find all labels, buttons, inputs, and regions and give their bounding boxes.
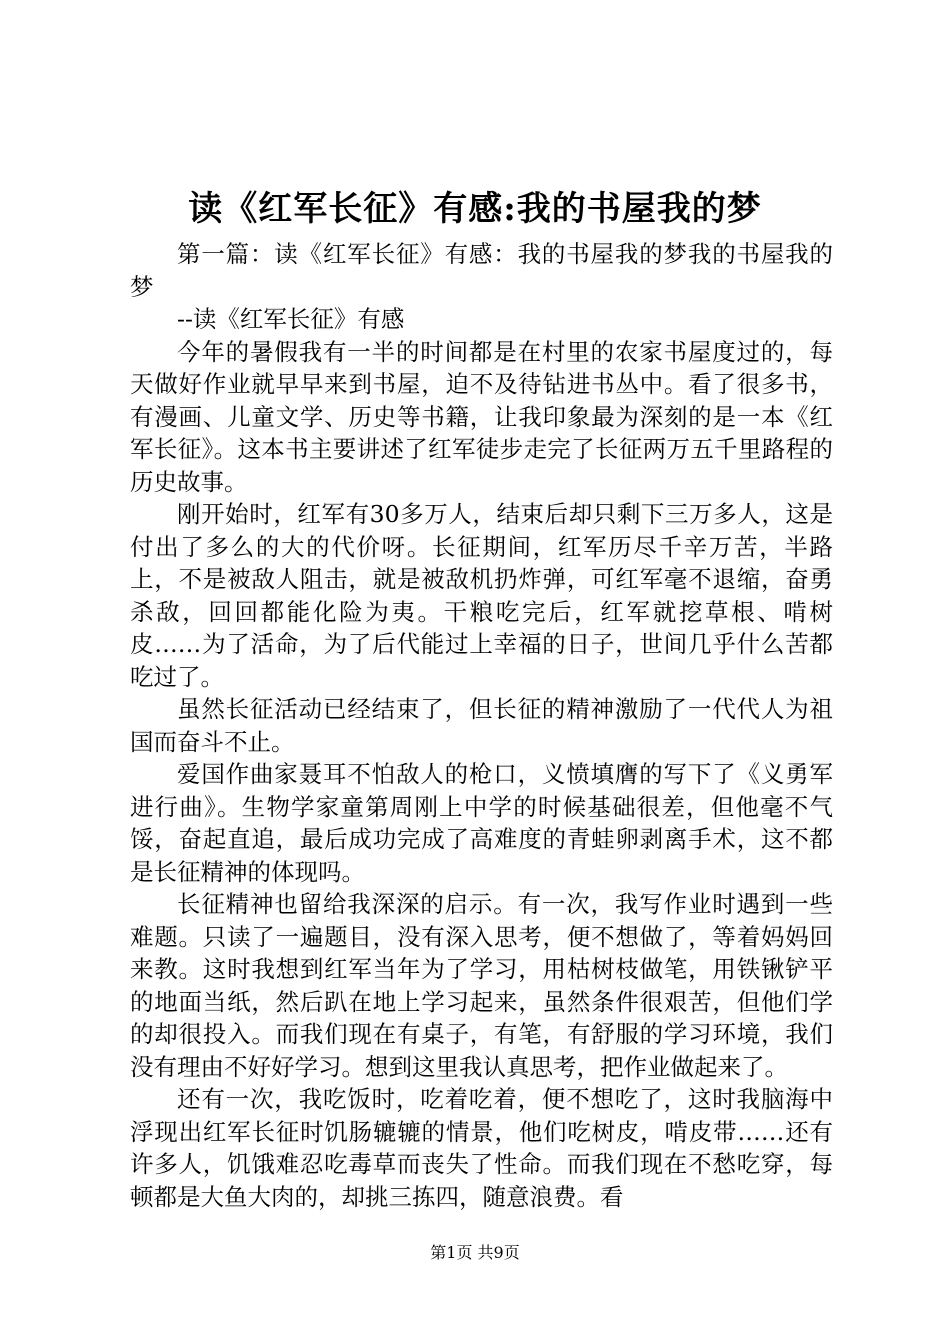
paragraph: 今年的暑假我有一半的时间都是在村里的农家书屋度过的，每天做好作业就早早来到书屋，迫不及待钻进书丛中。看了很多书，有漫画、儿童文学、历史等书籍，让我印象最为深刻的是一本《红军长征》。这本书主要讲述了红军徒步走完了长征两万五千里路程的历史故事。 xyxy=(130,337,833,496)
document-title: 读《红军长征》有感:我的书屋我的梦 xyxy=(188,189,762,229)
paragraph: 第一篇：读《红军长征》有感：我的书屋我的梦我的书屋我的梦 xyxy=(130,240,833,301)
paragraph: 长征精神也留给我深深的启示。有一次，我写作业时遇到一些难题。只读了一遍题目，没有深入思考，便不想做了，等着妈妈回来教。这时我想到红军当年为了学习，用枯树枝做笔，用铁锹铲平的地面当纸，然后趴在地上学习起来，虽然条件很艰苦，但他们学的却很投入。而我们现在有桌子，有笔，有舒服的学习环境，我们没有理由不好好学习。想到这里我认真思考，把作业做起来了。 xyxy=(130,890,833,1081)
page-footer: 第1页 共9页 xyxy=(430,1243,520,1262)
document-body xyxy=(130,238,833,1213)
paragraph: --读《红军长征》有感 xyxy=(177,305,405,333)
paragraph: 刚开始时，红军有30多万人，结束后却只剩下三万多人，这是付出了多么的大的代价呀。长征期间，红军历尽千辛万苦，半路上，不是被敌人阻击，就是被敌机扔炸弹，可红军毫不退缩，奋勇杀敌，回回都能化险为夷。干粮吃完后，红军就挖草根、啃树皮……为了活命，为了后代能过上幸福的日子，世间几乎什么苦都吃过了。 xyxy=(130,500,833,691)
paragraph: 爱国作曲家聂耳不怕敌人的枪口，义愤填膺的写下了《义勇军进行曲》。生物学家童第周刚上中学的时候基础很差，但他毫不气馁，奋起直追，最后成功完成了高难度的青蛙卵剥离手术，这不都是长征精神的体现吗。 xyxy=(130,760,833,886)
paragraph: 虽然长征活动已经结束了，但长征的精神激励了一代代人为祖国而奋斗不止。 xyxy=(130,695,833,756)
paragraph: 还有一次，我吃饭时，吃着吃着，便不想吃了，这时我脑海中浮现出红军长征时饥肠辘辘的情景，他们吃树皮，啃皮带……还有许多人，饥饿难忍吃毒草而丧失了性命。而我们现在不愁吃穿，每顿都是大鱼大肉的，却挑三拣四，随意浪费。看 xyxy=(130,1085,833,1211)
